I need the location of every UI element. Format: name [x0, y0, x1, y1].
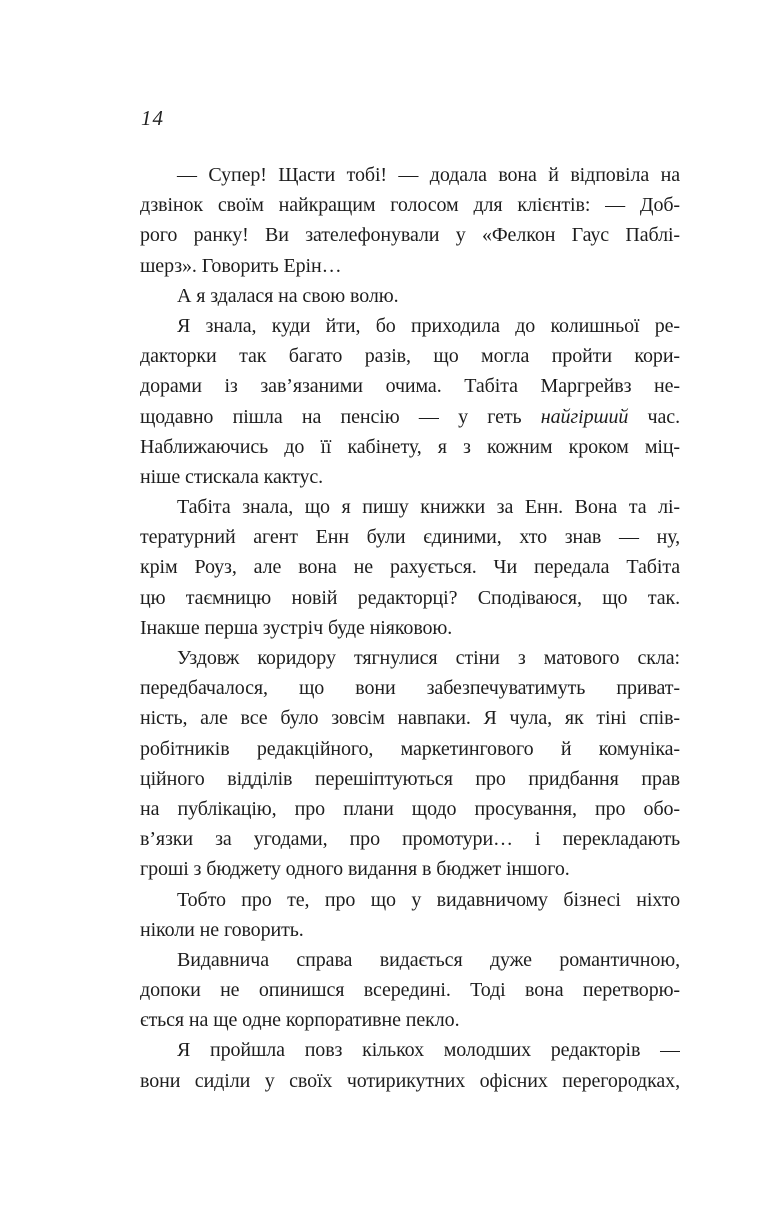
- text-line: гроші з бюджету одного видання в бюджет іншого.: [140, 858, 570, 881]
- text-block: [140, 160, 680, 1096]
- text-line: шерз». Говорить Ерін…: [140, 254, 342, 277]
- text-line: цю таємницю новій редакторці? Сподіваюся, що так.: [140, 586, 680, 609]
- text-line: Я знала, куди йти, бо приходила до колишньої ре-: [177, 314, 680, 337]
- text-line: дакторки так багато разів, що могла пройти кори-: [140, 345, 680, 368]
- text-line: щодавно пішла на пенсію — у геть найгірший час.: [140, 405, 680, 428]
- text-line: Я пройшла повз кількох молодших редакторів —: [177, 1039, 680, 1062]
- text-line: Табіта знала, що я пишу книжки за Енн. Вона та лі-: [177, 496, 680, 519]
- text-line: на публікацію, про плани щодо просування, про обо-: [140, 797, 680, 820]
- text-line: ніколи не говорить.: [140, 918, 304, 941]
- text-line: Тобто про те, про що у видавничому бізнесі ніхто: [177, 888, 680, 911]
- text-line: — Супер! Щасти тобі! — додала вона й відповіла на: [177, 164, 680, 186]
- text-line: допоки не опинишся всередині. Тоді вона перетворю-: [140, 979, 680, 1002]
- text-line: А я здалася на свою волю.: [177, 284, 399, 307]
- text-line: дорами із зав’язаними очима. Табіта Маргрейвз не-: [140, 375, 680, 398]
- text-line: дзвінок своїм найкращим голосом для клієнтів: — Доб-: [140, 194, 680, 217]
- text-line: Наближаючись до її кабінету, я з кожним кроком міц-: [140, 435, 680, 458]
- text-line: ційного відділів перешіптуються про придбання прав: [140, 767, 680, 790]
- text-line: крім Роуз, але вона не рахується. Чи передала Табіта: [140, 556, 680, 579]
- text-line: Уздовж коридору тягнулися стіни з матового скла:: [177, 647, 680, 669]
- page-number: 14: [141, 106, 164, 130]
- text-line: передбачалося, що вони забезпечуватимуть приват-: [140, 677, 680, 700]
- text-line: ється на ще одне корпоративне пекло.: [140, 1009, 460, 1032]
- text-line: ніше стискала кактус.: [140, 465, 324, 488]
- text-line: в’язки за угодами, про промотури… і перекладають: [140, 828, 680, 851]
- text-line: вони сиділи у своїх чотирикутних офісних перегородках,: [140, 1069, 680, 1092]
- text-line: ність, але все було зовсім навпаки. Я чула, як тіні спів-: [140, 707, 680, 730]
- text-line: Інакше перша зустріч буде ніяковою.: [140, 616, 453, 639]
- text-line: тературний агент Енн були єдиними, хто знав — ну,: [140, 526, 680, 549]
- text-line: рого ранку! Ви зателефонували у «Фелкон Гаус Паблі-: [140, 224, 680, 247]
- text-line: Видавнича справа видається дуже романтичною,: [177, 948, 680, 971]
- text-line: робітників редакційного, маркетингового й комуніка-: [140, 737, 680, 760]
